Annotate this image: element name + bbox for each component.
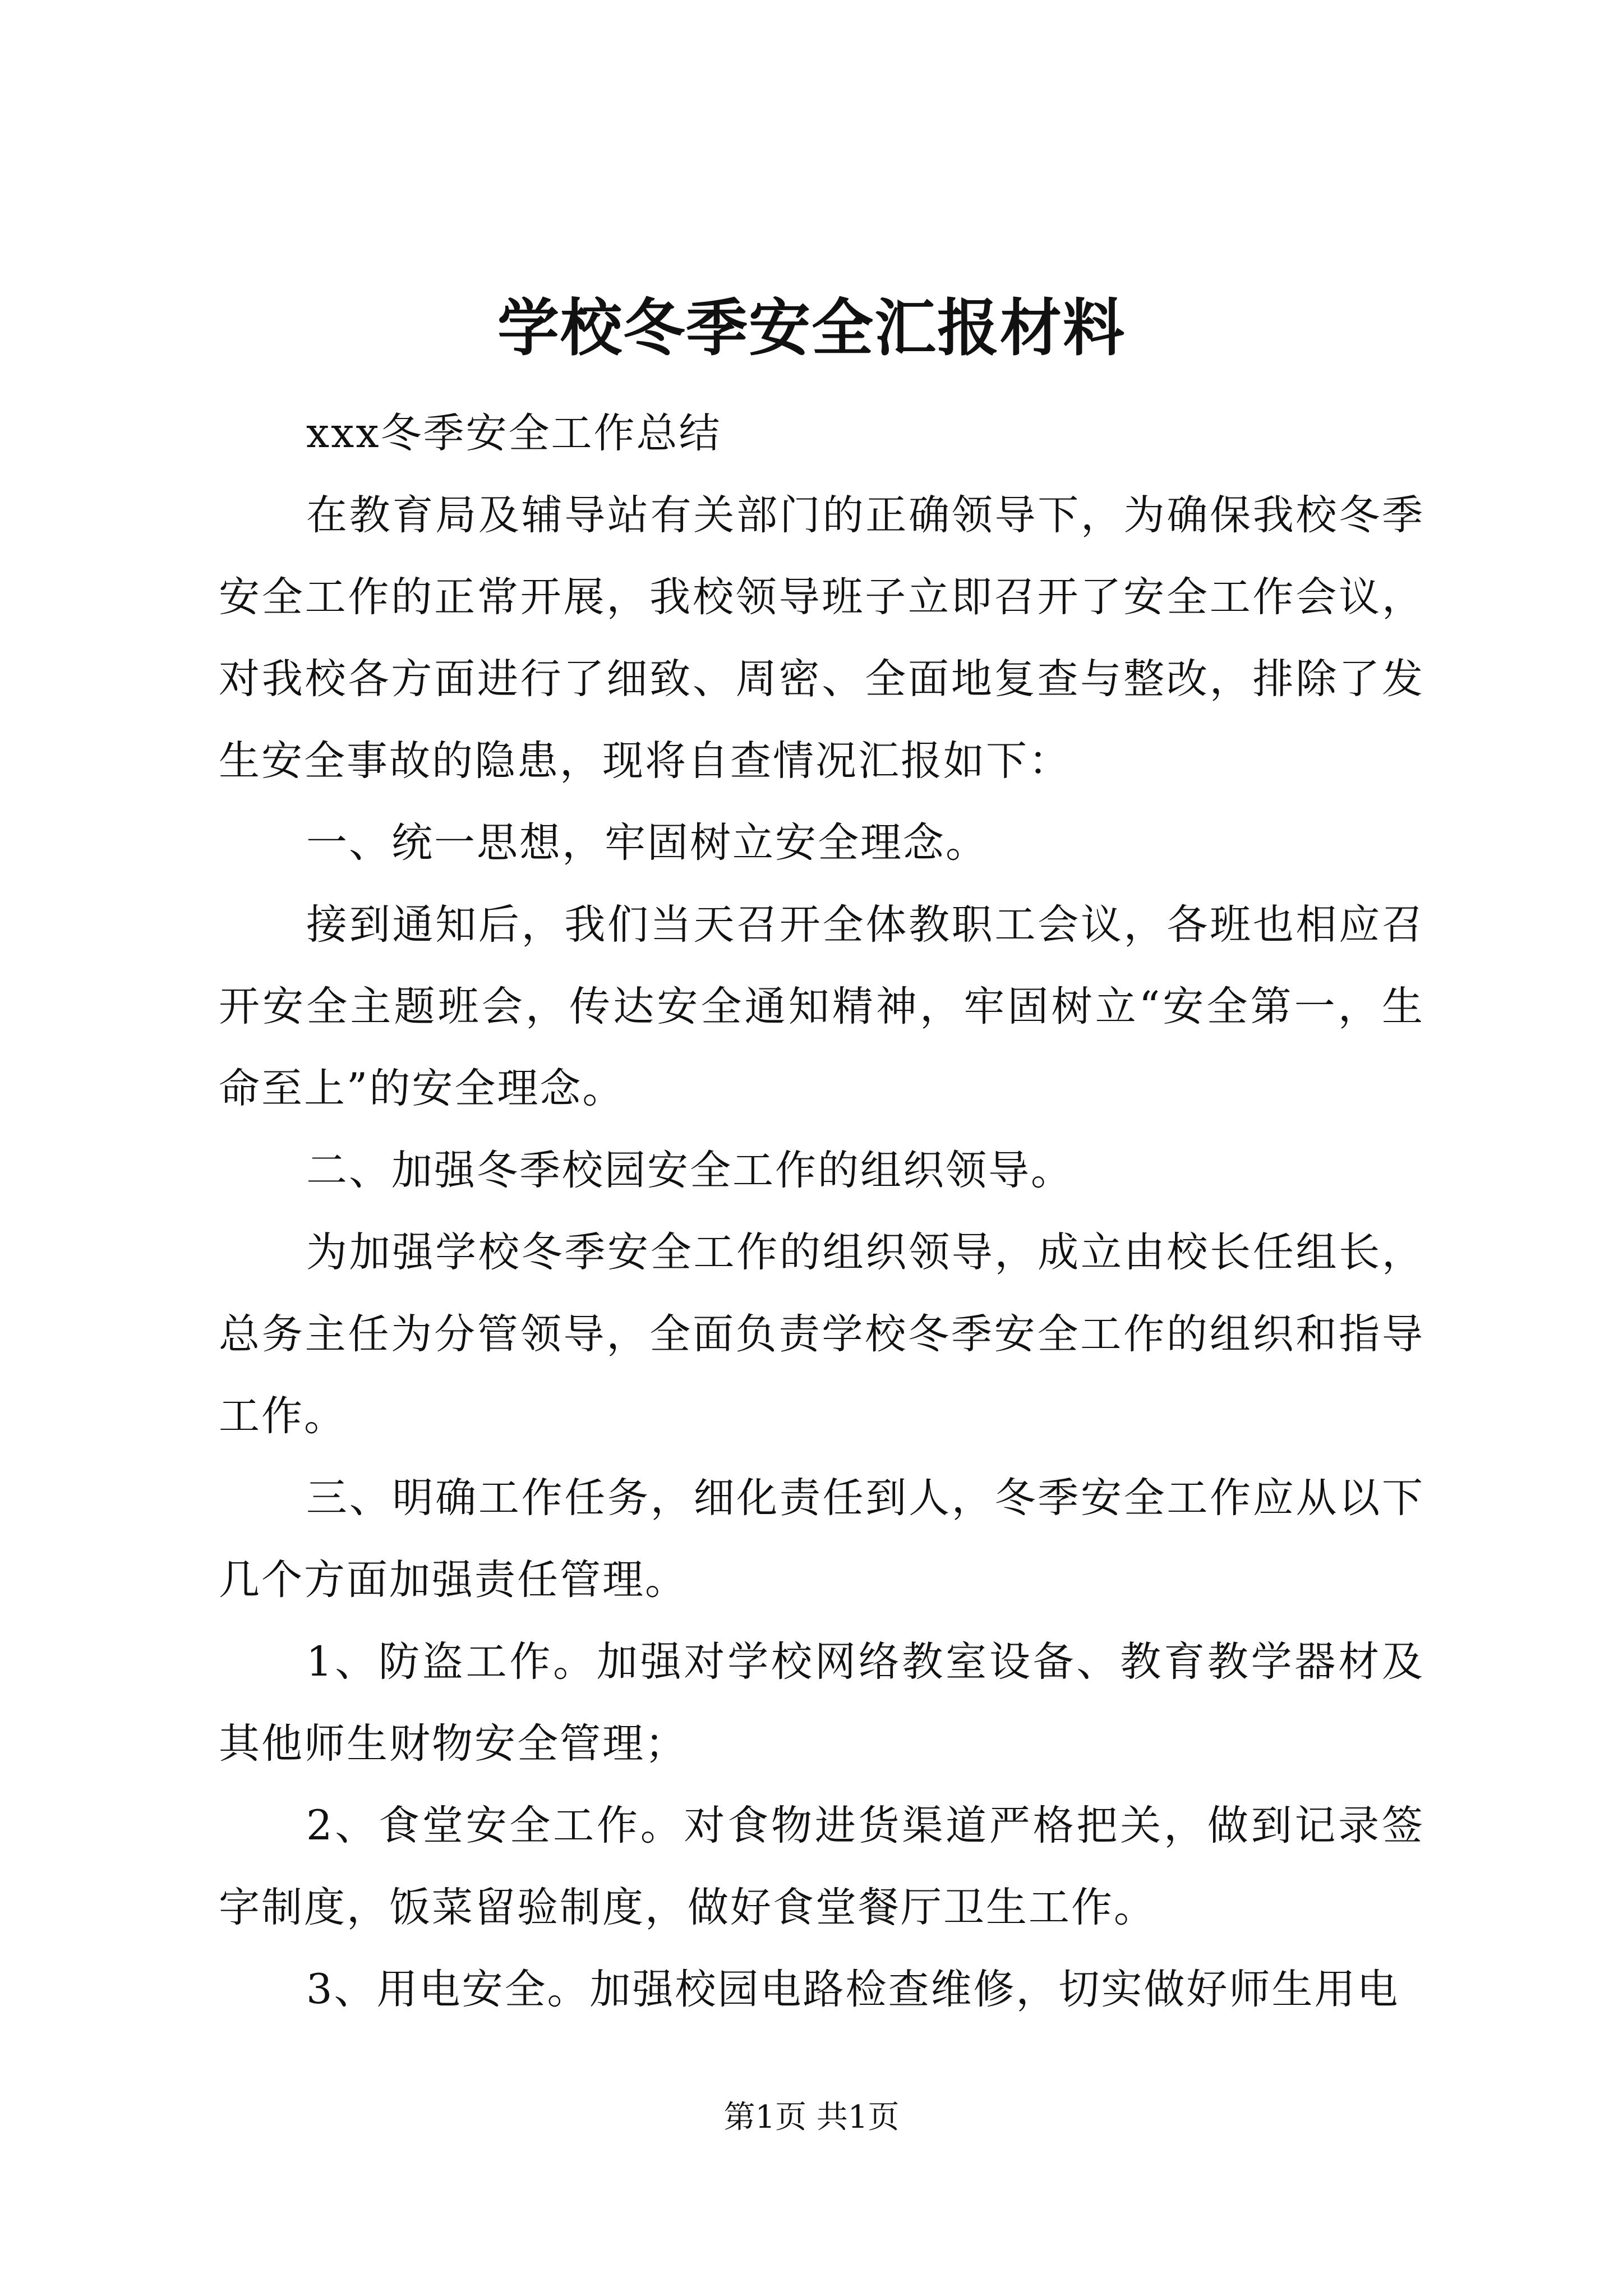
paragraph-item-3: 3、用电安全。加强校园电路检查维修，切实做好师生用电 [306,1966,1400,2013]
document-title: 学校冬季安全汇报材料 [497,292,1126,364]
paragraph-subtitle: xxx冬季安全工作总结 [306,409,722,457]
paragraph-item-2: 2、食堂安全工作。对食物进货渠道严格把关，做到记录签字制度，饭菜留验制度，做好食堂餐厅卫生工作。 [219,1802,1424,1931]
paragraph-body-1: 接到通知后，我们当天召开全体教职工会议，各班也相应召开安全主题班会，传达安全通知精神，牢固树立“安全第一，生命至上”的安全理念。 [219,901,1424,1112]
paragraph-item-1: 1、防盗工作。加强对学校网络教室设备、教育教学器材及其他师生财物安全管理； [219,1638,1424,1768]
paragraph-heading-2: 二、加强冬季校园安全工作的组织领导。 [306,1147,1073,1194]
paragraph-heading-3: 三、明确工作任务，细化责任到人，冬季安全工作应从以下几个方面加强责任管理。 [219,1474,1424,1604]
page-number-footer: 第1页 共1页 [723,2099,900,2136]
paragraph-intro: 在教育局及辅导站有关部门的正确领导下，为确保我校冬季安全工作的正常开展，我校领导班子立即召开了安全工作会议，对我校各方面进行了细致、周密、全面地复查与整改，排除了发生安全事故的隐患，现将自查情况汇报如下： [219,491,1424,785]
paragraph-body-2: 为加强学校冬季安全工作的组织领导，成立由校长任组长，总务主任为分管领导，全面负责学校冬季安全工作的组织和指导工作。 [219,1228,1424,1440]
document-body [219,393,1424,2031]
paragraph-heading-1: 一、统一思想，牢固树立安全理念。 [306,819,988,867]
